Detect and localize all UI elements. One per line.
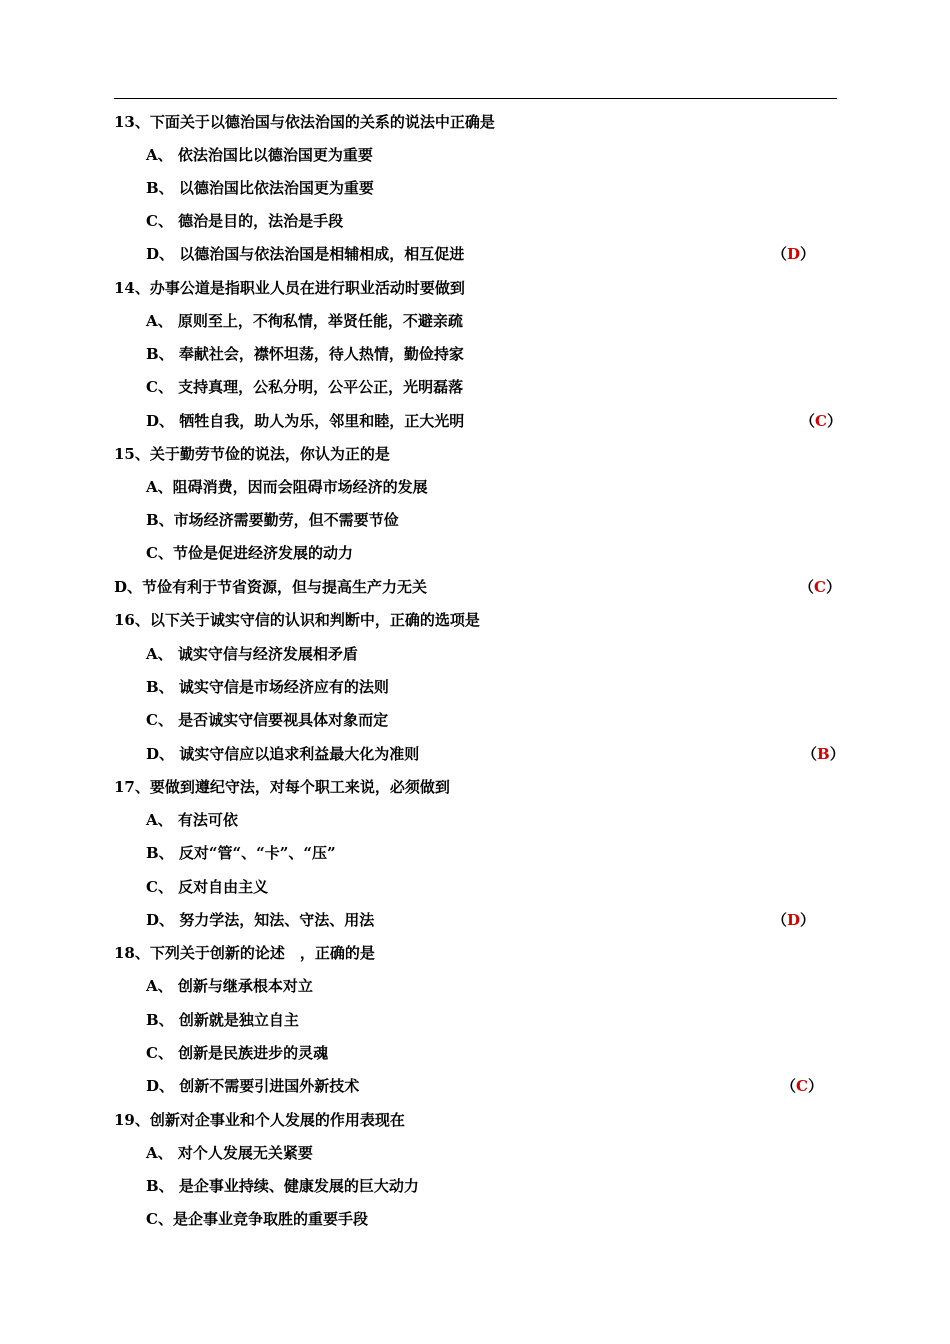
header-rule [114,98,837,99]
question-18-option-c: C、 创新是民族进步的灵魂 [146,1044,329,1062]
question-13-answer: （D） [772,245,816,263]
question-13-option-b: B、 以德治国比依法治国更为重要 [146,179,374,197]
question-15-option-a: A、阻碍消费，因而会阻碍市场经济的发展 [146,478,428,496]
question-14-option-d: D、 牺牲自我，助人为乐，邻里和睦，正大光明 [146,412,465,430]
question-16-option-b: B、 诚实守信是市场经济应有的法则 [146,678,389,696]
question-18-option-b: B、 创新就是独立自主 [146,1011,299,1029]
question-13-option-c: C、 德治是目的，法治是手段 [146,212,344,230]
question-18-stem: 18、下列关于创新的论述 ，正确的是 [114,944,375,962]
question-13-stem: 13、下面关于以德治国与依法治国的关系的说法中正确是 [114,113,495,131]
question-15-answer: （C） [799,578,841,596]
question-16-answer: （B） [802,745,845,763]
question-16-option-a: A、 诚实守信与经济发展相矛盾 [146,645,358,663]
question-18-option-a: A、 创新与继承根本对立 [146,977,313,995]
question-13-option-d: D、 以德治国与依法治国是相辅相成，相互促进 [146,245,465,263]
answer-letter: C [814,578,826,596]
question-14-answer: （C） [800,412,842,430]
answer-letter: D [787,911,801,929]
answer-letter: D [787,245,801,263]
question-15-stem: 15、关于勤劳节俭的说法，你认为正的是 [114,445,390,463]
question-17-option-a: A、 有法可依 [146,811,238,829]
question-16-option-c: C、 是否诚实守信要视具体对象而定 [146,711,389,729]
question-14-option-b: B、 奉献社会，襟怀坦荡，待人热情，勤俭持家 [146,345,464,363]
question-18-option-d: D、 创新不需要引进国外新技术 [146,1077,360,1095]
question-14-option-a: A、 原则至上，不徇私情，举贤任能，不避亲疏 [146,312,463,330]
question-17-option-c: C、 反对自由主义 [146,878,269,896]
question-15-option-d: D、节俭有利于节省资源，但与提高生产力无关 [114,578,428,596]
question-19-stem: 19、创新对企事业和个人发展的作用表现在 [114,1111,405,1129]
question-14-option-c: C、 支持真理，公私分明，公平公正，光明磊落 [146,378,464,396]
answer-letter: C [796,1077,808,1095]
question-15-option-c: C、节俭是促进经济发展的动力 [146,544,353,562]
question-17-answer: （D） [772,911,816,929]
question-18-answer: （C） [781,1077,823,1095]
question-17-option-b: B、 反对“管“、“卡”、“压” [146,844,336,862]
answer-letter: C [815,412,827,430]
question-19-option-b: B、 是企事业持续、健康发展的巨大动力 [146,1177,419,1195]
question-15-option-b: B、市场经济需要勤劳，但不需要节俭 [146,511,399,529]
question-14-stem: 14、办事公道是指职业人员在进行职业活动时要做到 [114,279,465,297]
question-13-option-a: A、 依法治国比以德治国更为重要 [146,146,373,164]
question-17-stem: 17、要做到遵纪守法，对每个职工来说，必须做到 [114,778,450,796]
question-16-option-d: D、 诚实守信应以追求利益最大化为准则 [146,745,420,763]
question-19-option-c: C、是企事业竞争取胜的重要手段 [146,1210,368,1228]
answer-letter: B [817,745,830,763]
question-17-option-d: D、 努力学法，知法、守法、用法 [146,911,375,929]
question-19-option-a: A、 对个人发展无关紧要 [146,1144,313,1162]
question-16-stem: 16、以下关于诚实守信的认识和判断中，正确的选项是 [114,611,480,629]
